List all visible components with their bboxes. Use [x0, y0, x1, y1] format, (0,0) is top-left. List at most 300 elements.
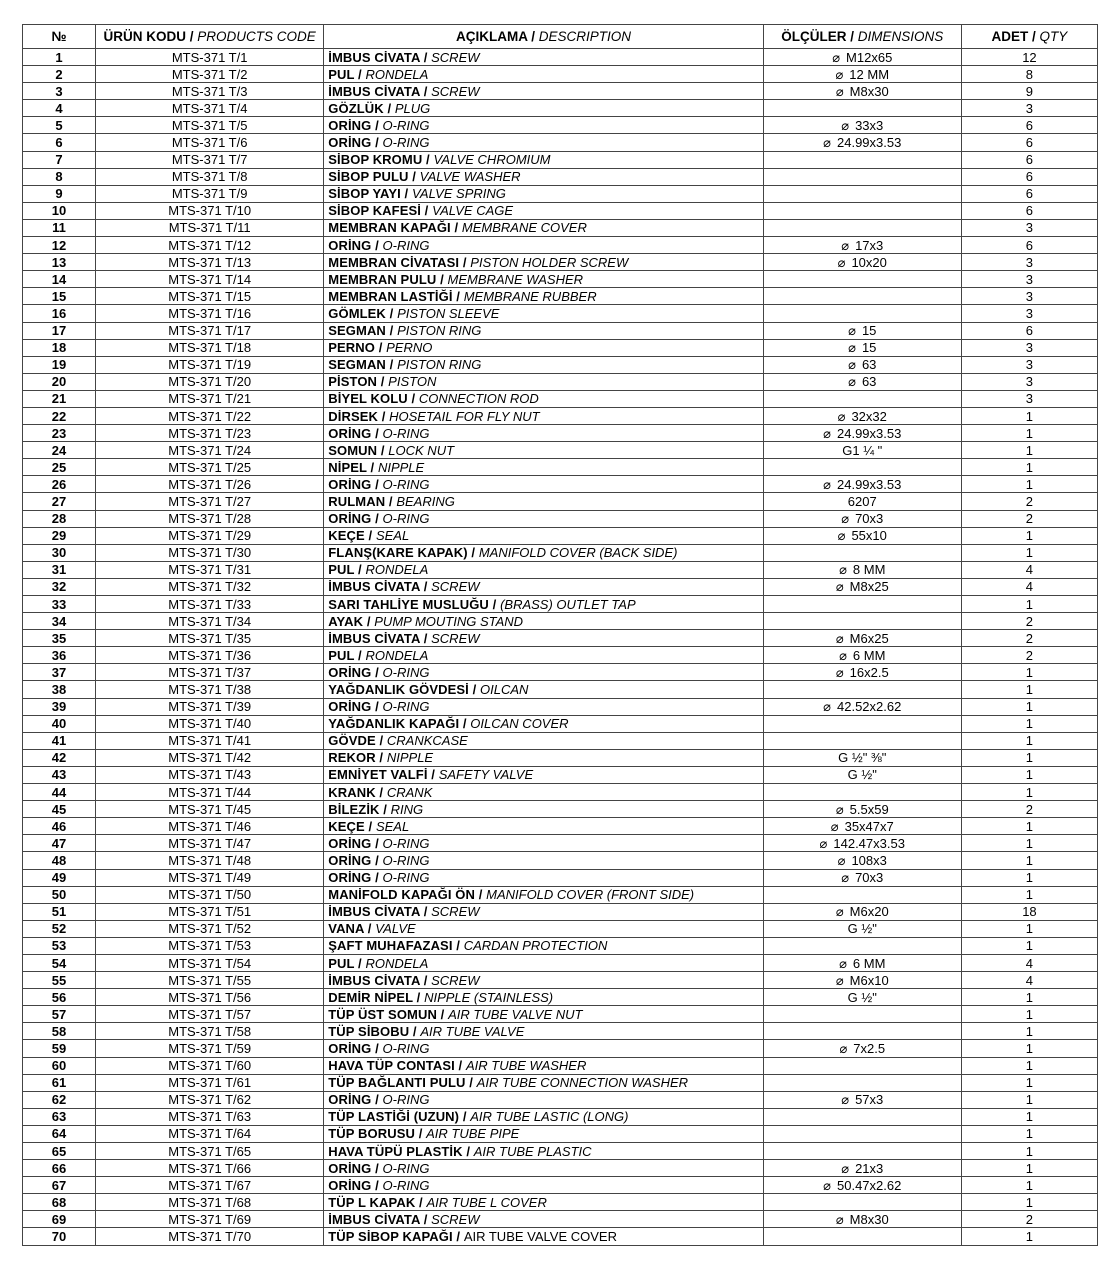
quantity: 1: [961, 459, 1097, 476]
row-number: 62: [23, 1091, 96, 1108]
description-separator: /: [371, 1092, 383, 1108]
quantity: 2: [961, 493, 1097, 510]
dimension-cell: [763, 356, 961, 373]
quantity: 2: [961, 1211, 1097, 1228]
description-separator: /: [371, 870, 383, 886]
row-number: 6: [23, 134, 96, 151]
description-tr: ORİNG: [328, 1160, 372, 1176]
description-en: PISTON RING: [397, 357, 482, 373]
row-number: 22: [23, 407, 96, 424]
description-separator: /: [452, 288, 464, 304]
dimension-cell: [763, 647, 961, 664]
dimension-value: 32x32: [851, 408, 887, 424]
dimension-cell: [763, 527, 961, 544]
row-number: 23: [23, 425, 96, 442]
description-tr: GÖVDE: [328, 733, 376, 749]
diameter-icon: ⌀: [823, 425, 831, 441]
description-en: AIR TUBE CONNECTION WASHER: [476, 1075, 689, 1091]
table-row: [23, 1074, 1098, 1091]
quantity: 1: [961, 596, 1097, 613]
description-en: RONDELA: [365, 66, 429, 82]
description-tr: ORİNG: [328, 511, 372, 527]
row-number: 4: [23, 100, 96, 117]
description-separator: /: [385, 305, 398, 321]
description-en: AIR TUBE LASTIC (LONG): [470, 1109, 629, 1125]
quantity: 1: [961, 920, 1097, 937]
description-cell: [324, 510, 763, 527]
dimension-cell: [763, 681, 961, 698]
dimension-cell: [763, 544, 961, 561]
dimension-cell: [763, 305, 961, 322]
description-en: PUMP MOUTING STAND: [374, 613, 524, 629]
table-row: [23, 100, 1098, 117]
row-number: 20: [23, 373, 96, 390]
row-number: 46: [23, 818, 96, 835]
product-code: MTS-371 T/47: [96, 835, 324, 852]
row-number: 60: [23, 1057, 96, 1074]
table-row: [23, 322, 1098, 339]
description-cell: [324, 647, 763, 664]
table-row: [23, 66, 1098, 83]
quantity: 1: [961, 1143, 1097, 1160]
description-cell: [324, 356, 763, 373]
diameter-icon: ⌀: [839, 562, 847, 578]
description-cell: [324, 305, 763, 322]
row-number: 25: [23, 459, 96, 476]
dimension-value: M8x30: [849, 1211, 889, 1227]
description-tr: ORİNG: [328, 425, 372, 441]
diameter-icon: ⌀: [839, 1040, 848, 1056]
description-cell: [324, 1006, 763, 1023]
row-number: 65: [23, 1143, 96, 1160]
dimension-cell: [763, 151, 961, 168]
dimension-value: G ½": [847, 989, 877, 1005]
table-row: [23, 1091, 1098, 1108]
description-separator: /: [465, 1075, 477, 1091]
product-code: MTS-371 T/58: [96, 1023, 324, 1040]
description-en: O-RING: [382, 870, 430, 886]
row-number: 18: [23, 339, 96, 356]
table-row: [23, 596, 1098, 613]
description-separator: /: [385, 323, 398, 339]
table-row: [23, 766, 1098, 783]
quantity: 1: [961, 732, 1097, 749]
table-row: [23, 613, 1098, 630]
dimension-cell: [763, 219, 961, 236]
dimension-cell: [763, 117, 961, 134]
description-en: PERNO: [386, 340, 433, 356]
description-tr: HAVA TÜPÜ PLASTİK: [328, 1143, 463, 1159]
table-row: [23, 937, 1098, 954]
dimension-value: 21x3: [855, 1160, 884, 1176]
row-number: 29: [23, 527, 96, 544]
dimension-value: 57x3: [855, 1092, 884, 1108]
dimension-value: 33x3: [855, 117, 884, 133]
product-code: MTS-371 T/48: [96, 852, 324, 869]
table-row: [23, 83, 1098, 100]
diameter-icon: ⌀: [841, 1160, 850, 1176]
description-tr: İMBUS CİVATA: [328, 1211, 420, 1227]
description-tr: MEMBRAN KAPAĞI: [328, 220, 451, 236]
quantity: 9: [961, 83, 1097, 100]
description-separator: /: [364, 921, 376, 937]
row-number: 26: [23, 476, 96, 493]
product-code: MTS-371 T/11: [96, 219, 324, 236]
dimension-cell: [763, 1143, 961, 1160]
quantity: 1: [961, 766, 1097, 783]
product-code: MTS-371 T/10: [96, 202, 324, 219]
dimension-cell: [763, 425, 961, 442]
dimension-cell: [763, 1160, 961, 1177]
product-code: MTS-371 T/56: [96, 989, 324, 1006]
dimension-cell: [763, 578, 961, 595]
description-en: O-RING: [382, 237, 430, 253]
diameter-icon: ⌀: [835, 83, 844, 99]
dimension-value: 24.99x3.53: [837, 425, 902, 441]
product-code: MTS-371 T/34: [96, 613, 324, 630]
description-separator: /: [427, 767, 439, 783]
description-tr: MANİFOLD KAPAĞI ÖN: [328, 887, 475, 903]
dimension-cell: [763, 1211, 961, 1228]
description-tr: BİLEZİK: [328, 801, 380, 817]
quantity: 1: [961, 784, 1097, 801]
dimension-value: 108x3: [851, 852, 887, 868]
quantity: 3: [961, 254, 1097, 271]
quantity: 2: [961, 613, 1097, 630]
quantity: 3: [961, 305, 1097, 322]
quantity: 6: [961, 185, 1097, 202]
table-row: [23, 425, 1098, 442]
description-separator: /: [377, 408, 390, 424]
table-row: [23, 749, 1098, 766]
description-tr: SEGMAN: [328, 323, 386, 339]
row-number: 64: [23, 1125, 96, 1142]
description-cell: [324, 1143, 763, 1160]
description-cell: [324, 972, 763, 989]
description-tr: PUL: [328, 647, 355, 663]
dimension-value: M6x10: [849, 972, 889, 988]
quantity: 1: [961, 1040, 1097, 1057]
dimension-cell: [763, 613, 961, 630]
quantity: 1: [961, 886, 1097, 903]
parts-list-sheet: [22, 24, 1098, 1246]
description-cell: [324, 493, 763, 510]
description-tr: SİBOP KROMU: [328, 152, 423, 168]
table-row: [23, 271, 1098, 288]
product-code: MTS-371 T/49: [96, 869, 324, 886]
product-code: MTS-371 T/36: [96, 647, 324, 664]
description-separator: /: [415, 1194, 427, 1210]
description-cell: [324, 1057, 763, 1074]
quantity: 1: [961, 852, 1097, 869]
description-en: O-RING: [382, 1040, 430, 1056]
description-en: OILCAN COVER: [470, 716, 569, 732]
description-cell: [324, 1091, 763, 1108]
description-separator: /: [363, 613, 375, 629]
table-row: [23, 237, 1098, 254]
table-row: [23, 920, 1098, 937]
dimension-cell: [763, 459, 961, 476]
diameter-icon: ⌀: [823, 476, 831, 492]
quantity: 2: [961, 801, 1097, 818]
description-cell: [324, 1194, 763, 1211]
description-separator: /: [400, 186, 412, 202]
description-tr: SARI TAHLİYE MUSLUĞU: [328, 596, 489, 612]
description-en: NIPPLE: [377, 459, 425, 475]
quantity: 3: [961, 219, 1097, 236]
product-code: MTS-371 T/65: [96, 1143, 324, 1160]
diameter-icon: ⌀: [823, 135, 831, 151]
table-row: [23, 972, 1098, 989]
description-tr: ORİNG: [328, 852, 372, 868]
description-tr: ORİNG: [328, 1092, 372, 1108]
quantity: 3: [961, 390, 1097, 407]
description-separator: /: [371, 511, 383, 527]
row-number: 33: [23, 596, 96, 613]
table-row: [23, 390, 1098, 407]
description-cell: [324, 835, 763, 852]
table-row: [23, 561, 1098, 578]
header-quantity: ADET / QTY: [961, 25, 1097, 49]
diameter-icon: ⌀: [819, 835, 828, 851]
description-en: AIR TUBE L COVER: [426, 1194, 547, 1210]
description-tr: VANA: [328, 921, 365, 937]
dimension-cell: [763, 1023, 961, 1040]
row-number: 50: [23, 886, 96, 903]
description-cell: [324, 766, 763, 783]
row-number: 2: [23, 66, 96, 83]
table-row: [23, 151, 1098, 168]
dimension-value: 24.99x3.53: [837, 476, 902, 492]
product-code: MTS-371 T/53: [96, 937, 324, 954]
description-tr: EMNİYET VALFİ: [328, 767, 428, 783]
description-en: AIR TUBE VALVE: [420, 1023, 525, 1039]
description-separator: /: [412, 989, 425, 1005]
table-row: [23, 527, 1098, 544]
product-code: MTS-371 T/51: [96, 903, 324, 920]
description-cell: [324, 219, 763, 236]
description-en: SCREW: [431, 49, 480, 65]
product-code: MTS-371 T/21: [96, 390, 324, 407]
description-separator: /: [379, 801, 391, 817]
dimension-cell: [763, 1057, 961, 1074]
row-number: 47: [23, 835, 96, 852]
quantity: 8: [961, 66, 1097, 83]
description-en: O-RING: [382, 664, 430, 680]
description-cell: [324, 544, 763, 561]
diameter-icon: ⌀: [835, 972, 844, 988]
dimension-value: 12 MM: [849, 66, 890, 82]
quantity: 6: [961, 322, 1097, 339]
description-cell: [324, 66, 763, 83]
quantity: 6: [961, 237, 1097, 254]
description-cell: [324, 49, 763, 66]
description-separator: /: [383, 100, 395, 116]
description-separator: /: [371, 425, 383, 441]
description-separator: /: [419, 579, 432, 595]
product-code: MTS-371 T/13: [96, 254, 324, 271]
product-code: MTS-371 T/35: [96, 630, 324, 647]
description-en: SCREW: [431, 579, 480, 595]
description-tr: ORİNG: [328, 699, 372, 715]
dimension-value: G ½" ⅜": [838, 750, 887, 766]
description-cell: [324, 613, 763, 630]
description-separator: /: [371, 1160, 383, 1176]
dimension-value: 6 MM: [852, 955, 886, 971]
dimension-value: M8x30: [849, 83, 889, 99]
dimension-cell: [763, 561, 961, 578]
dimension-value: M12x65: [846, 49, 893, 65]
quantity: 1: [961, 1125, 1097, 1142]
description-tr: KEÇE: [328, 528, 365, 544]
quantity: 1: [961, 989, 1097, 1006]
description-en: AIR TUBE WASHER: [465, 1058, 587, 1074]
quantity: 3: [961, 271, 1097, 288]
quantity: 1: [961, 835, 1097, 852]
product-code: MTS-371 T/28: [96, 510, 324, 527]
product-code: MTS-371 T/12: [96, 237, 324, 254]
description-en: O-RING: [382, 699, 430, 715]
description-en: VALVE: [375, 921, 416, 937]
quantity: 1: [961, 1057, 1097, 1074]
dimension-cell: [763, 493, 961, 510]
quantity: 6: [961, 117, 1097, 134]
quantity: 1: [961, 1074, 1097, 1091]
dimension-value: 8 MM: [852, 562, 886, 578]
description-separator: /: [407, 391, 419, 407]
dimension-cell: [763, 1074, 961, 1091]
product-code: MTS-371 T/26: [96, 476, 324, 493]
quantity: 1: [961, 715, 1097, 732]
description-cell: [324, 578, 763, 595]
dimension-cell: [763, 407, 961, 424]
diameter-icon: ⌀: [830, 818, 839, 834]
description-en: SCREW: [431, 904, 480, 920]
quantity: 1: [961, 749, 1097, 766]
table-row: [23, 989, 1098, 1006]
description-cell: [324, 117, 763, 134]
dimension-value: G ½": [847, 767, 877, 783]
product-code: MTS-371 T/15: [96, 288, 324, 305]
description-en: O-RING: [382, 117, 430, 133]
description-cell: [324, 732, 763, 749]
description-tr: BİYEL KOLU: [328, 391, 408, 407]
row-number: 41: [23, 732, 96, 749]
diameter-icon: ⌀: [839, 647, 847, 663]
row-number: 16: [23, 305, 96, 322]
description-cell: [324, 681, 763, 698]
table-row: [23, 1108, 1098, 1125]
dimension-cell: [763, 835, 961, 852]
product-code: MTS-371 T/38: [96, 681, 324, 698]
quantity: 3: [961, 339, 1097, 356]
diameter-icon: ⌀: [841, 237, 850, 253]
product-code: MTS-371 T/55: [96, 972, 324, 989]
row-number: 42: [23, 749, 96, 766]
quantity: 3: [961, 373, 1097, 390]
dimension-value: M8x25: [849, 579, 889, 595]
table-row: [23, 356, 1098, 373]
description-tr: İMBUS CİVATA: [328, 904, 420, 920]
description-en: SAFETY VALVE: [438, 767, 534, 783]
quantity: 2: [961, 510, 1097, 527]
dimension-cell: [763, 596, 961, 613]
description-cell: [324, 920, 763, 937]
description-separator: /: [452, 938, 464, 954]
row-number: 34: [23, 613, 96, 630]
product-code: MTS-371 T/61: [96, 1074, 324, 1091]
description-tr: İMBUS CİVATA: [328, 972, 420, 988]
description-separator: /: [371, 135, 383, 151]
diameter-icon: ⌀: [837, 254, 846, 270]
quantity: 12: [961, 49, 1097, 66]
description-cell: [324, 852, 763, 869]
quantity: 1: [961, 1023, 1097, 1040]
row-number: 14: [23, 271, 96, 288]
row-number: 37: [23, 664, 96, 681]
description-en: MEMBRANE WASHER: [447, 271, 584, 287]
description-en: SCREW: [431, 630, 480, 646]
row-number: 53: [23, 937, 96, 954]
product-code: MTS-371 T/44: [96, 784, 324, 801]
description-cell: [324, 339, 763, 356]
description-en: HOSETAIL FOR FLY NUT: [389, 408, 540, 424]
table-row: [23, 510, 1098, 527]
description-separator: /: [488, 596, 501, 612]
table-row: [23, 681, 1098, 698]
description-cell: [324, 698, 763, 715]
product-code: MTS-371 T/6: [96, 134, 324, 151]
quantity: 2: [961, 647, 1097, 664]
quantity: 4: [961, 972, 1097, 989]
row-number: 48: [23, 852, 96, 869]
description-tr: YAĞDANLIK GÖVDESİ: [328, 682, 469, 698]
description-separator: /: [420, 203, 433, 219]
description-tr: SOMUN: [328, 442, 378, 458]
product-code: MTS-371 T/70: [96, 1228, 324, 1245]
description-tr: İMBUS CİVATA: [328, 49, 420, 65]
diameter-icon: ⌀: [835, 579, 844, 595]
dimension-cell: [763, 1228, 961, 1245]
dimension-cell: [763, 254, 961, 271]
quantity: 1: [961, 407, 1097, 424]
description-cell: [324, 185, 763, 202]
description-separator: /: [371, 852, 383, 868]
table-row: [23, 1023, 1098, 1040]
product-code: MTS-371 T/14: [96, 271, 324, 288]
description-tr: GÖZLÜK: [328, 100, 384, 116]
table-row: [23, 630, 1098, 647]
diameter-icon: ⌀: [848, 340, 856, 356]
description-separator: /: [375, 750, 387, 766]
description-en: LOCK NUT: [388, 442, 455, 458]
description-separator: /: [371, 1040, 383, 1056]
dimension-value: M6x20: [849, 904, 889, 920]
row-number: 1: [23, 49, 96, 66]
description-tr: TÜP L KAPAK: [328, 1194, 416, 1210]
quantity: 1: [961, 869, 1097, 886]
description-tr: PERNO: [328, 340, 375, 356]
description-cell: [324, 886, 763, 903]
row-number: 3: [23, 83, 96, 100]
description-separator: /: [377, 374, 389, 390]
product-code: MTS-371 T/64: [96, 1125, 324, 1142]
description-cell: [324, 989, 763, 1006]
description-separator: /: [459, 254, 471, 270]
dimension-cell: [763, 271, 961, 288]
description-en: PISTON: [388, 374, 437, 390]
description-tr: PİSTON: [328, 374, 378, 390]
